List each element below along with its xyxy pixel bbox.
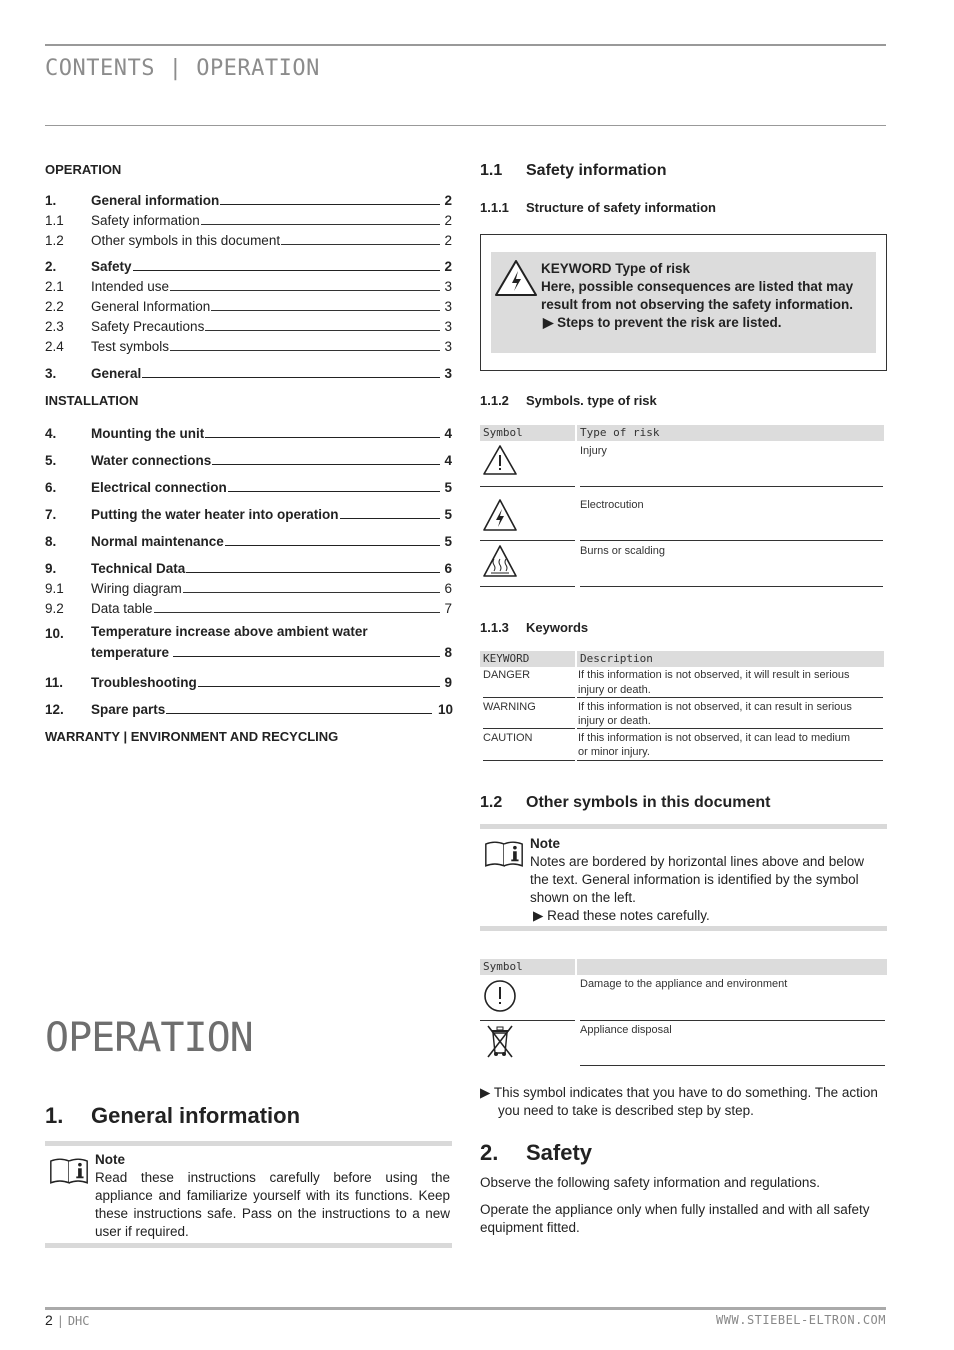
toc-entry[interactable]: 6. Electrical connection 5 bbox=[45, 480, 452, 495]
chapter-title: OPERATION bbox=[45, 1015, 253, 1061]
footer-rule bbox=[45, 1307, 886, 1310]
table-cell: or minor injury. bbox=[578, 746, 650, 758]
other-symbols-table bbox=[480, 959, 887, 1069]
safety-info-example-box bbox=[480, 234, 887, 371]
footer-url[interactable]: WWW.STIEBEL-ELTRON.COM bbox=[716, 1313, 886, 1327]
table-cell: If this information is not observed, it can lead to medium bbox=[578, 732, 851, 744]
keywords-table bbox=[480, 651, 887, 763]
toc-entry[interactable]: 2.1 Intended use 3 bbox=[45, 279, 452, 294]
toc-entry[interactable]: 8. Normal maintenance 5 bbox=[45, 534, 452, 549]
hot-surface-triangle-icon bbox=[482, 544, 518, 578]
page-number: 2 bbox=[45, 1312, 53, 1328]
note-box-symbols bbox=[480, 824, 887, 931]
info-book-icon bbox=[484, 837, 524, 871]
note-title: Note bbox=[95, 1152, 125, 1167]
table-cell: WARNING bbox=[483, 701, 536, 713]
note-box-general bbox=[45, 1141, 452, 1248]
crossed-bin-icon bbox=[483, 1023, 517, 1059]
safety-box-consequence: Here, possible consequences are listed that may result from not observing the safety information. bbox=[541, 279, 854, 312]
exclamation-circle-icon bbox=[483, 979, 517, 1013]
action-symbol-description: ▶ This symbol indicates that you have to do something. The action you need to take is described step by step. bbox=[480, 1085, 878, 1118]
toc-section-installation: INSTALLATION bbox=[45, 393, 139, 408]
toc-entry[interactable]: 7. Putting the water heater into operation 5 bbox=[45, 507, 452, 522]
info-book-icon bbox=[49, 1154, 89, 1188]
header-bottom-rule bbox=[45, 125, 886, 126]
page-header-title: CONTENTS | OPERATION bbox=[45, 56, 320, 81]
toc-entry[interactable]: 2. Safety 2 bbox=[45, 259, 452, 274]
toc-entry[interactable]: 2.2 General Information 3 bbox=[45, 299, 452, 314]
toc-section-operation: OPERATION bbox=[45, 162, 122, 177]
electrocution-triangle-icon bbox=[482, 498, 518, 532]
toc-entry[interactable]: 1. General information 2 bbox=[45, 193, 452, 208]
toc-section-warranty: WARRANTY | ENVIRONMENT AND RECYCLING bbox=[45, 729, 339, 744]
table-cell: injury or death. bbox=[578, 715, 651, 727]
table-header-cell: Symbol bbox=[480, 959, 575, 975]
table-header-cell: Description bbox=[577, 651, 884, 667]
electrocution-triangle-icon bbox=[494, 258, 538, 298]
warning-triangle-icon bbox=[482, 444, 518, 476]
subsection-heading-structure: 1.1.1 Structure of safety information bbox=[480, 200, 716, 215]
safety-box-step: ▶ Steps to prevent the risk are listed. bbox=[543, 315, 782, 330]
note-title: Note bbox=[530, 836, 560, 851]
table-of-contents bbox=[45, 160, 452, 751]
toc-entry[interactable]: 12. Spare parts 10 bbox=[45, 702, 454, 717]
toc-entry[interactable]: 1.2 Other symbols in this document 2 bbox=[45, 233, 452, 248]
note-step: ▶ Read these notes carefully. bbox=[533, 908, 710, 923]
footer-page-info bbox=[45, 1312, 90, 1328]
section-heading-safety: 2. Safety bbox=[480, 1140, 593, 1165]
note-text: Read these instructions carefully before using the appliance and familiarize yourself with its functions. Keep these instructions safe. Pass on the instructions to a new user if required. bbox=[95, 1170, 450, 1239]
safety-info-shaded-area bbox=[491, 252, 876, 353]
table-cell: Electrocution bbox=[580, 499, 644, 511]
risk-symbols-table bbox=[480, 425, 887, 595]
section-heading-general-information: 1. General information bbox=[45, 1103, 301, 1128]
toc-entry[interactable]: 9. Technical Data 6 bbox=[45, 561, 452, 576]
section-heading-other-symbols: 1.2 Other symbols in this document bbox=[480, 794, 771, 811]
table-header-cell bbox=[577, 959, 887, 975]
footer-model: DHC bbox=[67, 1314, 90, 1328]
safety-paragraph: Observe the following safety information and regulations. bbox=[480, 1175, 820, 1190]
table-cell: If this information is not observed, it can result in serious bbox=[578, 701, 852, 713]
note-text: Notes are bordered by horizontal lines above and below the text. General information is identified by the symbol shown on the left. bbox=[530, 854, 864, 905]
toc-entry[interactable]: 4. Mounting the unit 4 bbox=[45, 426, 452, 441]
toc-entry[interactable]: 9.1 Wiring diagram 6 bbox=[45, 581, 452, 596]
toc-entry[interactable]: 9.2 Data table 7 bbox=[45, 601, 452, 616]
table-cell: Damage to the appliance and environment bbox=[580, 978, 788, 990]
footer-separator: | bbox=[56, 1314, 64, 1328]
toc-entry[interactable]: 1.1 Safety information 2 bbox=[45, 213, 452, 228]
toc-entry[interactable]: 10. Temperature increase above ambient water temperature 8 bbox=[45, 624, 452, 660]
table-cell: Burns or scalding bbox=[580, 545, 665, 557]
safety-box-keyword: KEYWORD Type of risk bbox=[541, 261, 691, 276]
table-cell: Appliance disposal bbox=[580, 1024, 672, 1036]
safety-paragraph: Operate the appliance only when fully installed and with all safety equipment fitted. bbox=[480, 1202, 870, 1235]
subsection-heading-symbols: 1.1.2 Symbols. type of risk bbox=[480, 393, 657, 408]
table-cell: If this information is not observed, it will result in serious bbox=[578, 669, 850, 681]
table-cell: DANGER bbox=[483, 669, 531, 681]
toc-entry[interactable]: 2.4 Test symbols 3 bbox=[45, 339, 452, 354]
section-heading-safety-information: 1.1 Safety information bbox=[480, 162, 667, 179]
toc-entry[interactable]: 11. Troubleshooting 9 bbox=[45, 675, 452, 690]
table-cell: Injury bbox=[580, 445, 607, 457]
header-top-rule bbox=[45, 44, 886, 46]
subsection-heading-keywords: 1.1.3 Keywords bbox=[480, 620, 589, 635]
toc-entry[interactable]: 5. Water connections 4 bbox=[45, 453, 452, 468]
table-cell: injury or death. bbox=[578, 684, 651, 696]
table-cell: CAUTION bbox=[483, 732, 533, 744]
toc-entry[interactable]: 2.3 Safety Precautions 3 bbox=[45, 319, 452, 334]
table-header-cell: KEYWORD bbox=[480, 651, 575, 667]
toc-entry[interactable]: 3. General 3 bbox=[45, 366, 452, 381]
table-header-cell: Symbol bbox=[480, 425, 575, 441]
table-header-cell: Type of risk bbox=[577, 425, 884, 441]
